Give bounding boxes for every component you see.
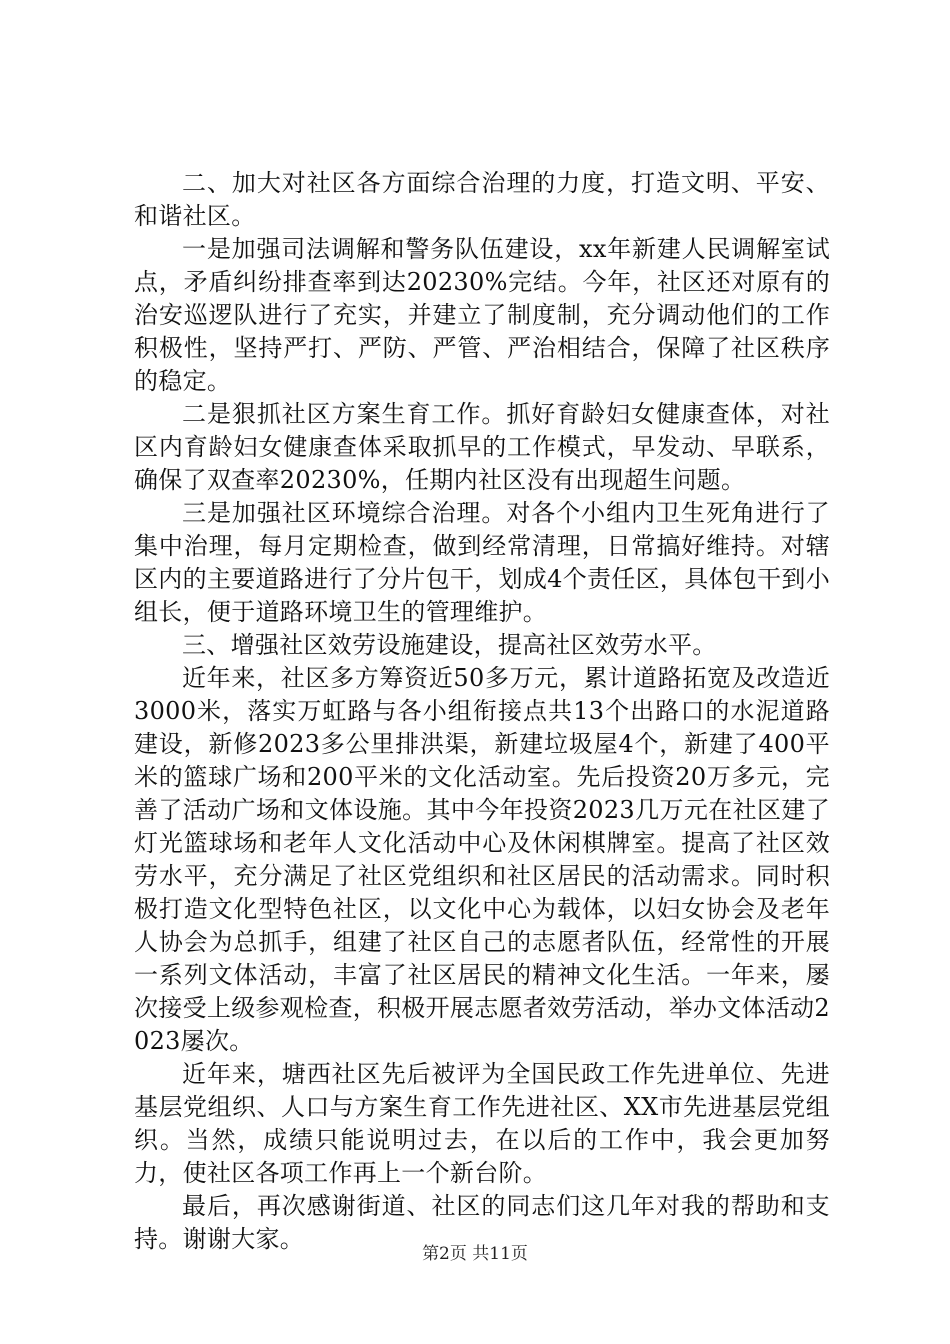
paragraph-thanks: 最后，再次感谢街道、社区的同志们这几年对我的帮助和支持。谢谢大家。 — [134, 1192, 830, 1253]
paragraph-mediation-security: 一是加强司法调解和警务队伍建设，xx年新建人民调解室试点，矛盾纠纷排查率到达20230%完结。今年，社区还对原有的治安巡逻队进行了充实，并建立了制度制，充分调动他们的工作积极性，坚持严打、严防、严管、严治相结合，保障了社区秩序的稳定。 — [134, 235, 830, 395]
paragraph-section-three-heading: 三、增强社区效劳设施建设，提高社区效劳水平。 — [182, 631, 717, 659]
paragraph-family-planning: 二是狠抓社区方案生育工作。抓好育龄妇女健康查体，对社区内育龄妇女健康查体采取抓早的工作模式，早发动、早联系，确保了双查率20230%，任期内社区没有出现超生问题。 — [134, 400, 830, 494]
document-body — [134, 167, 830, 1256]
paragraph-honors: 近年来，塘西社区先后被评为全国民政工作先进单位、先进基层党组织、人口与方案生育工作先进社区、XX市先进基层党组织。当然，成绩只能说明过去，在以后的工作中，我会更加努力，使社区各项工作再上一个新台阶。 — [134, 1060, 830, 1187]
paragraph-facilities: 近年来，社区多方筹资近50多万元，累计道路拓宽及改造近3000米，落实万虹路与各小组衔接点共13个出路口的水泥道路建设，新修2023多公里排洪渠，新建垃圾屋4个，新建了400平米的篮球广场和200平米的文化活动室。先后投资20万多元，完善了活动广场和文体设施。其中今年投资2023几万元在社区建了灯光篮球场和老年人文化活动中心及休闲棋牌室。提高了社区效劳水平，充分满足了社区党组织和社区居民的活动需求。同时积极打造文化型特色社区，以文化中心为载体，以妇女协会及老年人协会为总抓手，组建了社区自己的志愿者队伍，经常性的开展一系列文体活动，丰富了社区居民的精神文化生活。一年来，屡次接受上级参观检查，积极开展志愿者效劳活动，举办文体活动2023屡次。 — [134, 664, 830, 1055]
paragraph-environment: 三是加强社区环境综合治理。对各个小组内卫生死角进行了集中治理，每月定期检查，做到经常清理，日常搞好维持。对辖区内的主要道路进行了分片包干，划成4个责任区，具体包干到小组长，便于道路环境卫生的管理维护。 — [134, 499, 830, 626]
paragraph-section-two-heading: 二、加大对社区各方面综合治理的力度，打造文明、平安、和谐社区。 — [134, 169, 830, 230]
page-number-footer: 第2页 共11页 — [422, 1244, 528, 1264]
